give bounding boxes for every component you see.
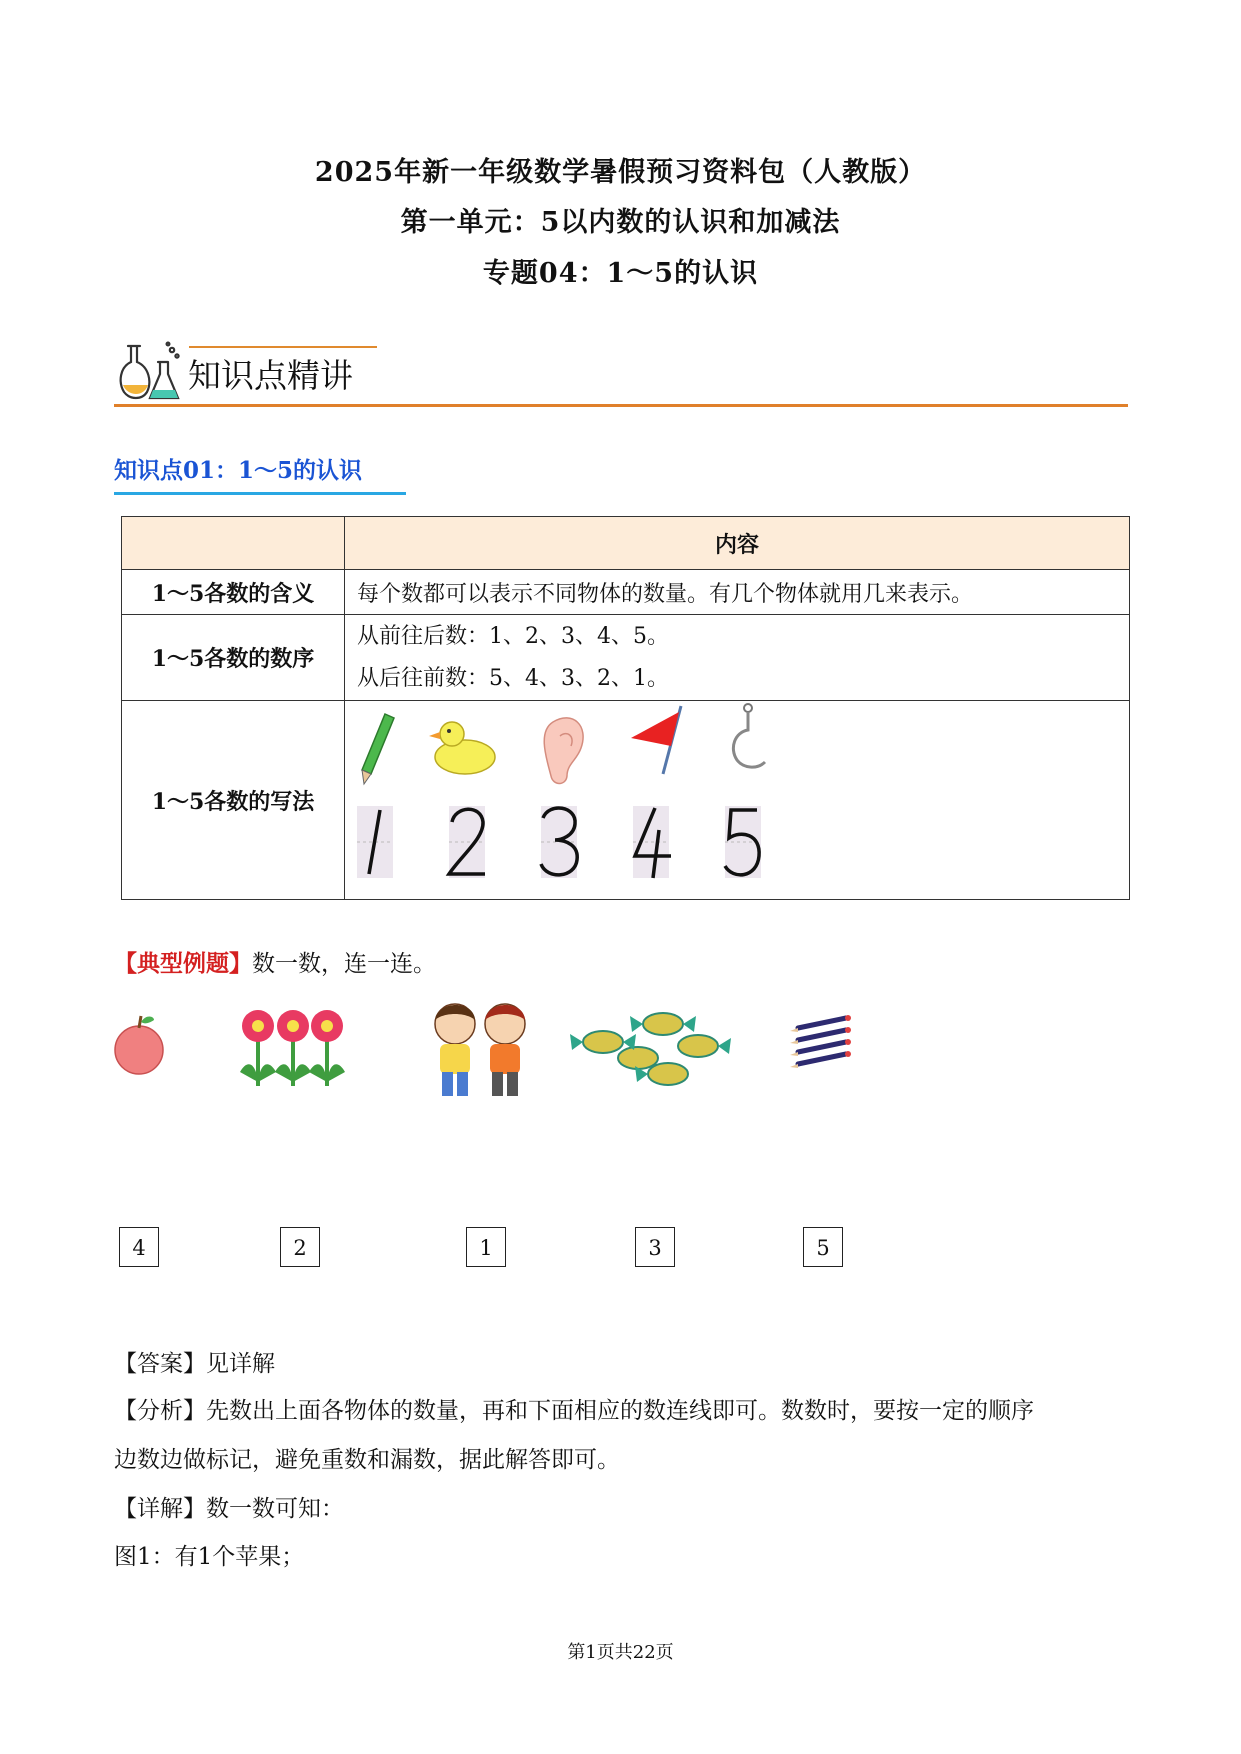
hook-icon	[733, 704, 765, 767]
digit-2-box	[449, 806, 485, 878]
document-title: 2025年新一年级数学暑假预习资料包（人教版）	[314, 157, 927, 188]
knowledge-table	[121, 516, 1130, 900]
row-label: 1～5各数的数序	[122, 615, 345, 701]
unit-title: 第一单元：5以内数的认识和加减法	[400, 207, 841, 238]
duck-icon	[429, 722, 495, 774]
number-box: 1	[466, 1227, 506, 1267]
analysis-line-1: 【分析】先数出上面各物体的数量，再和下面相应的数连线即可。数数时，要按一定的顺序	[114, 1398, 1034, 1424]
flag-icon	[631, 706, 681, 774]
digit-boxes	[357, 806, 761, 878]
digit-5-box	[725, 806, 761, 878]
example-pictures	[108, 1000, 868, 1110]
number-box: 2	[280, 1227, 320, 1267]
figure-1-line: 图1：有1个苹果；	[114, 1544, 305, 1570]
row-content	[345, 615, 1130, 701]
topic-title: 专题04：1～5的认识	[482, 258, 759, 289]
digit-3-box	[541, 806, 577, 878]
table-row	[122, 615, 1130, 701]
number-box: 4	[119, 1227, 159, 1267]
example-tag: 【典型例题】	[114, 950, 252, 977]
section-accent-line	[189, 346, 377, 348]
knowledge-point-underline	[114, 492, 406, 495]
section-title: 知识点精讲	[188, 356, 353, 395]
row-label: 1～5各数的写法	[122, 701, 345, 900]
lab-flask-icon	[114, 340, 184, 404]
example-prompt-line	[114, 945, 436, 978]
number-box: 5	[803, 1227, 843, 1267]
page-footer: 第1页共22页	[567, 1642, 674, 1663]
table-row	[122, 570, 1130, 615]
pencil-icon	[362, 714, 394, 784]
order-backward: 从后往前数：5、4、3、2、1。	[357, 665, 669, 691]
table-header-row	[122, 517, 1130, 570]
row-content: 每个数都可以表示不同物体的数量。有几个物体就用几来表示。	[345, 570, 1130, 615]
analysis-line-2: 边数边做标记，避免重数和漏数，据此解答即可。	[114, 1447, 620, 1473]
flowers-icon	[240, 1010, 345, 1086]
knowledge-point-title: 知识点01：1～5的认识	[114, 457, 363, 484]
number-box: 3	[635, 1227, 675, 1267]
ear-icon	[544, 718, 583, 784]
children-icon	[435, 1004, 525, 1096]
section-header	[114, 336, 1128, 408]
pencils-icon	[790, 1015, 851, 1068]
detail-line: 【详解】数一数可知：	[114, 1496, 344, 1522]
digit-4-box	[633, 806, 671, 878]
example-prompt: 数一数，连一连。	[252, 951, 436, 977]
order-forward: 从前往后数：1、2、3、4、5。	[357, 623, 669, 649]
table-header-blank	[122, 517, 345, 570]
candies-icon	[570, 1013, 731, 1085]
answer-line: 【答案】见详解	[114, 1351, 275, 1377]
table-header-content: 内容	[345, 517, 1130, 570]
digit-1-box	[357, 806, 393, 878]
apple-icon	[115, 1016, 163, 1074]
table-row	[122, 701, 1130, 900]
writing-cell	[345, 701, 1130, 900]
row-label: 1～5各数的含义	[122, 570, 345, 615]
section-divider	[114, 404, 1128, 407]
